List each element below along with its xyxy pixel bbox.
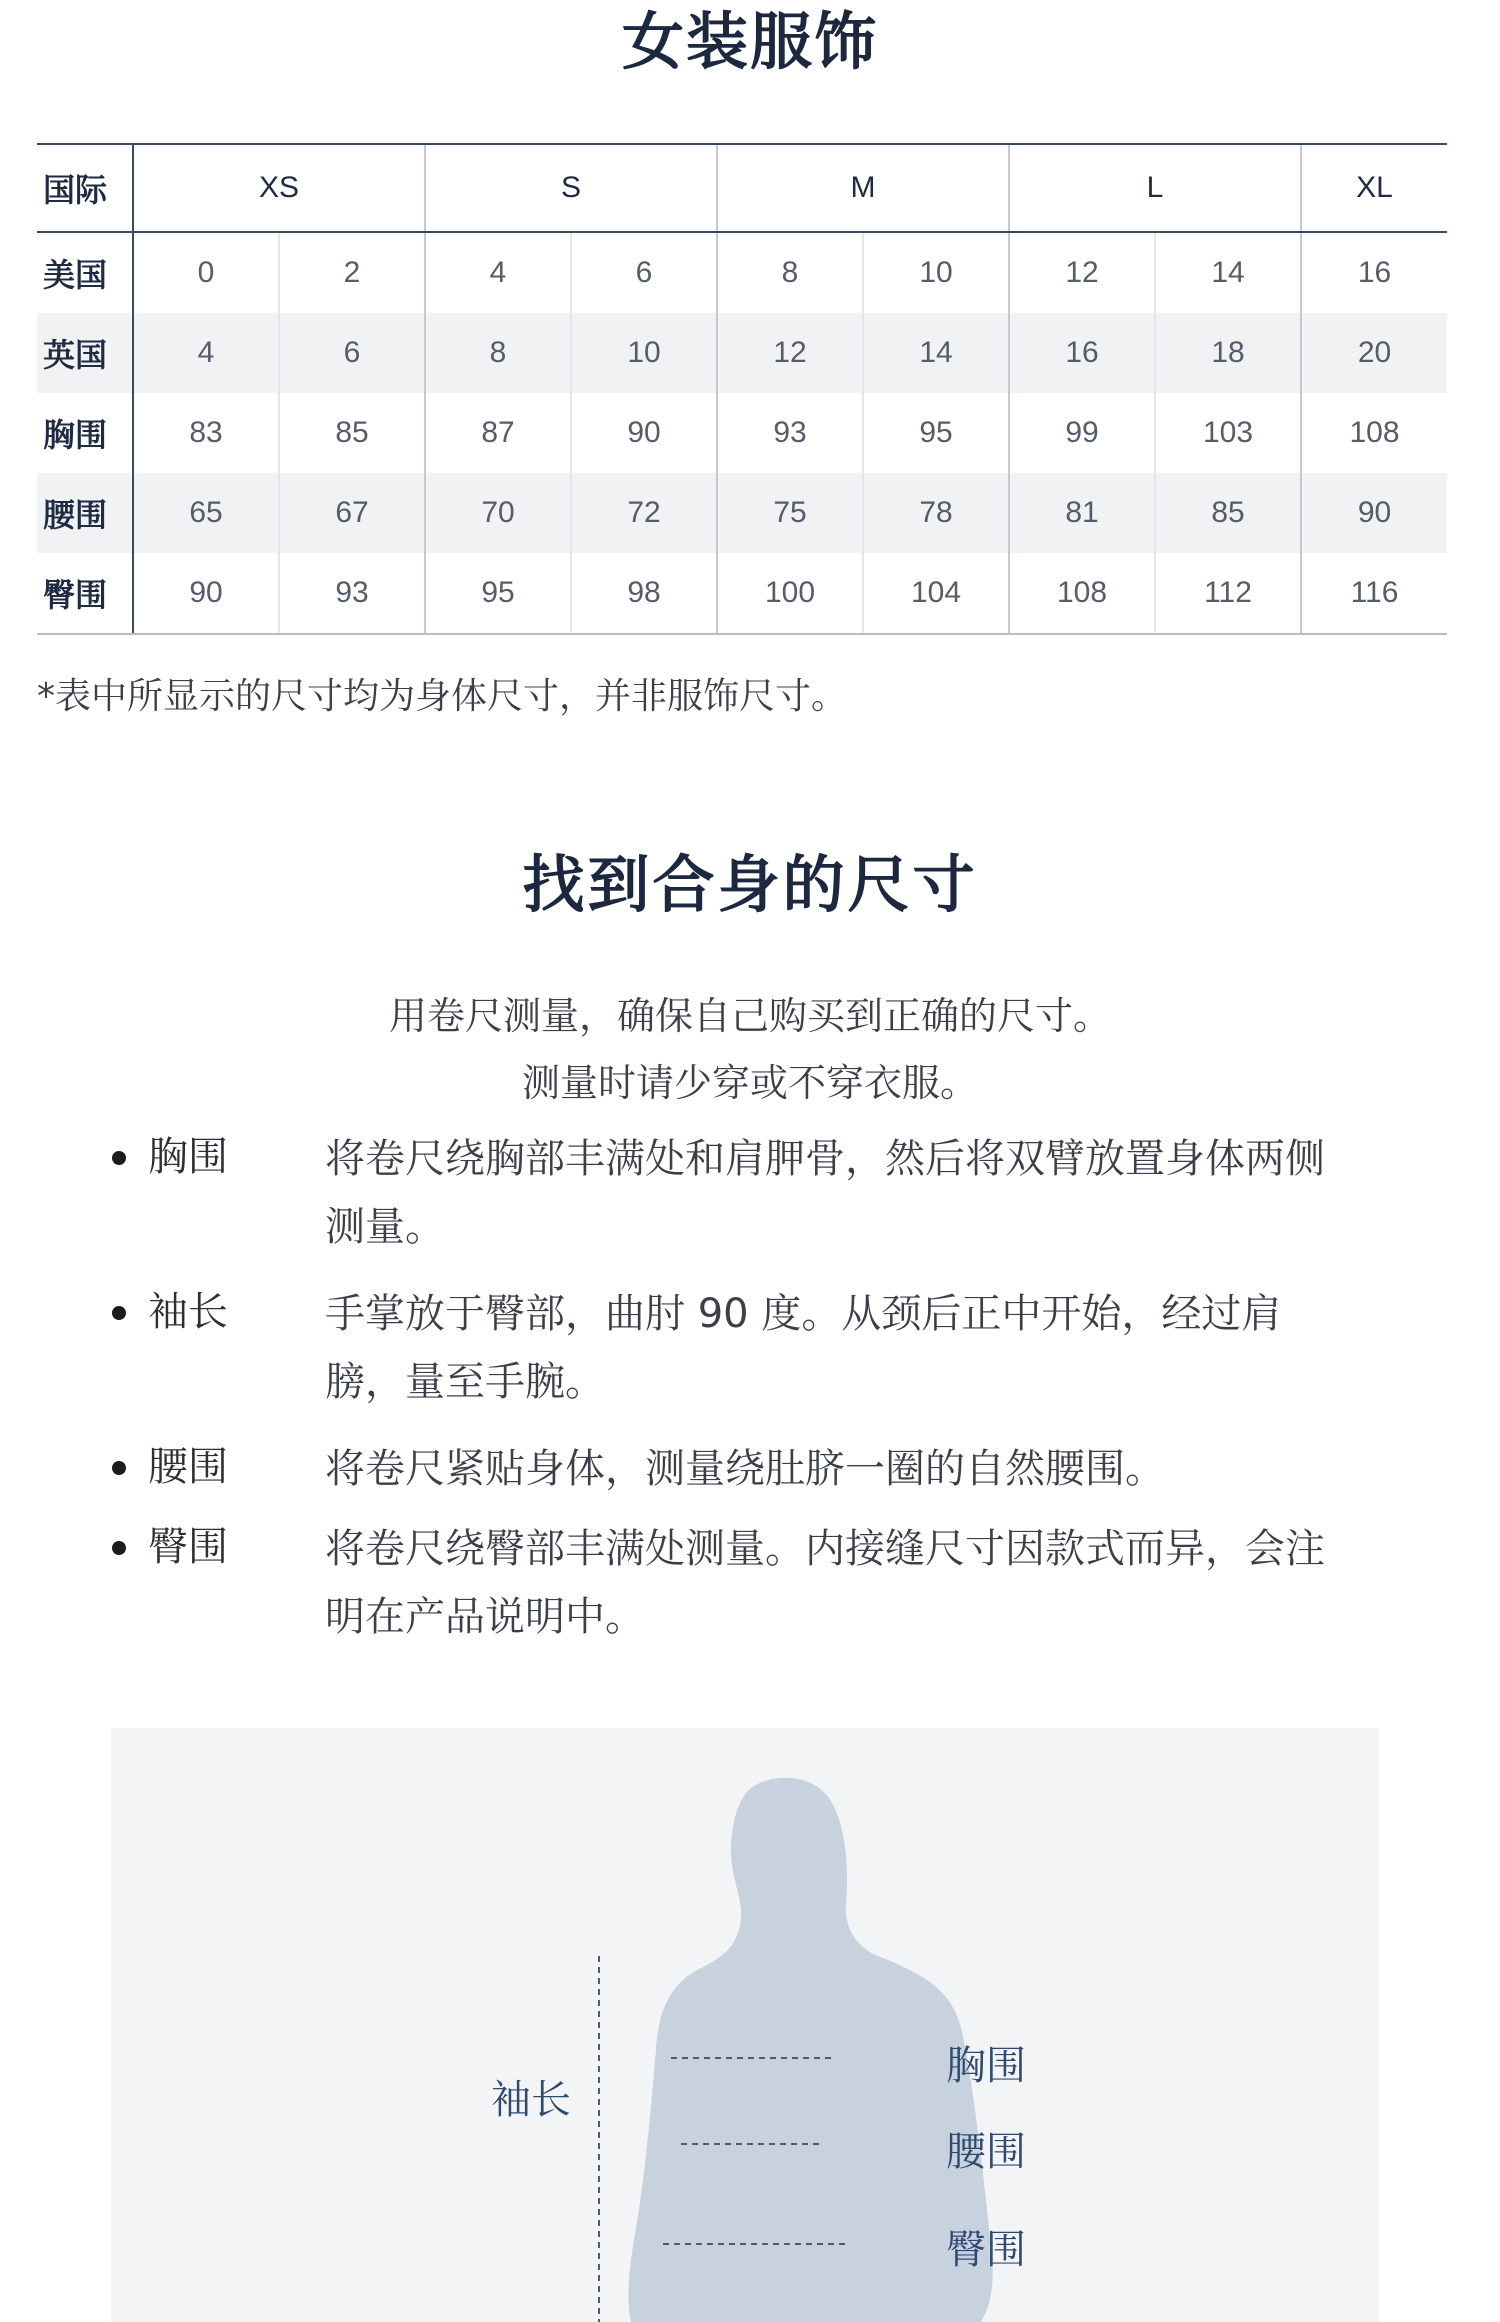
list-item [100,1125,1350,1280]
measurement-guide-list [100,1125,1350,1665]
row-label: 腰围 [37,473,133,553]
table-cell: 18 [1155,313,1301,393]
guide-term: 胸围 [148,1134,228,1180]
table-cell: 4 [133,313,279,393]
table-row [37,313,1447,393]
table-cell: 14 [863,313,1009,393]
table-footnote: *表中所显示的尺寸均为身体尺寸，并非服饰尺寸。 [37,676,848,717]
table-cell: 6 [571,232,717,313]
guide-description: 手掌放于臀部，曲肘 90 度。从颈后正中开始，经过肩膀，量至手腕。 [325,1291,1282,1405]
table-cell: 12 [717,313,863,393]
table-cell: 8 [425,313,571,393]
bullet-icon [112,1541,126,1555]
figure-label-waist: 腰围 [946,2129,1026,2175]
guide-intro-line2: 测量时请少穿或不穿衣服。 [521,1061,978,1105]
table-cell: 116 [1301,553,1447,634]
table-cell: 10 [571,313,717,393]
list-item [100,1435,1350,1515]
list-item [100,1280,1350,1435]
table-cell: 90 [571,393,717,473]
table-cell: 16 [1301,232,1447,313]
size-group-header: S [425,144,717,232]
header-label: 国际 [37,144,133,232]
guide-term: 腰围 [148,1444,228,1490]
table-cell: 104 [863,553,1009,634]
guide-term: 袖长 [148,1289,228,1335]
figure-label-chest: 胸围 [946,2043,1026,2089]
table-cell: 4 [425,232,571,313]
table-cell: 0 [197,256,215,289]
table-cell: 99 [1009,393,1155,473]
row-label: 臀围 [37,553,133,634]
size-header-row [37,144,1447,232]
table-cell: 85 [1155,473,1301,553]
guide-title: 找到合身的尺寸 [522,848,978,921]
guide-intro-line1: 用卷尺测量，确保自己购买到正确的尺寸。 [388,994,1111,1038]
row-label: 英国 [37,313,133,393]
table-cell: 83 [189,416,223,449]
table-row [37,553,1447,634]
body-silhouette-illustration [111,1728,1379,2322]
table-cell: 103 [1155,393,1301,473]
table-cell: 98 [571,553,717,634]
table-cell: 90 [133,553,279,634]
table-cell: 8 [717,232,863,313]
table-row [37,232,1447,313]
bullet-icon [112,1151,126,1165]
guide-term: 臀围 [148,1524,228,1570]
table-cell: 108 [1301,393,1447,473]
table-cell: 10 [863,232,1009,313]
table-row [37,393,1447,473]
row-label: 美国 [37,232,133,313]
table-cell: 75 [717,473,863,553]
table-cell: 95 [863,393,1009,473]
size-group-header: L [1009,144,1301,232]
figure-label-hip: 臀围 [946,2227,1026,2273]
table-cell: 87 [425,393,571,473]
table-cell: 95 [425,553,571,634]
bullet-icon [112,1306,126,1320]
table-cell: 70 [425,473,571,553]
guide-description: 将卷尺紧贴身体，测量绕肚脐一圈的自然腰围。 [325,1446,1165,1492]
table-cell: 6 [279,313,425,393]
body-silhouette [629,1778,993,2322]
table-cell: 90 [1301,473,1447,553]
guide-description: 将卷尺绕臀部丰满处测量。内接缝尺寸因款式而异，会注明在产品说明中。 [325,1526,1325,1640]
table-cell: 81 [1009,473,1155,553]
table-cell: 14 [1155,232,1301,313]
table-cell: 12 [1009,232,1155,313]
table-cell: 16 [1009,313,1155,393]
figure-label-sleeve: 袖长 [491,2077,571,2123]
table-row [37,473,1447,553]
size-group-header: XL [1301,144,1447,232]
table-cell: 93 [717,393,863,473]
table-cell: 65 [133,473,279,553]
table-cell: 112 [1155,553,1301,634]
page-title: 女装服饰 [621,5,878,78]
size-chart-table [37,143,1447,635]
table-cell: 72 [571,473,717,553]
table-cell: 67 [279,473,425,553]
bullet-icon [112,1461,126,1475]
table-cell: 2 [279,232,425,313]
table-cell: 20 [1301,313,1447,393]
table-cell: 108 [1009,553,1155,634]
table-cell: 85 [279,393,425,473]
table-cell: 100 [717,553,863,634]
size-group-header: XS [133,144,425,232]
size-group-header: M [717,144,1009,232]
list-item [100,1515,1350,1665]
table-cell: 93 [279,553,425,634]
guide-description: 将卷尺绕胸部丰满处和肩胛骨，然后将双臂放置身体两侧测量。 [325,1136,1325,1250]
measurement-figure [111,1728,1379,2322]
row-label: 胸围 [37,393,133,473]
table-cell: 78 [863,473,1009,553]
